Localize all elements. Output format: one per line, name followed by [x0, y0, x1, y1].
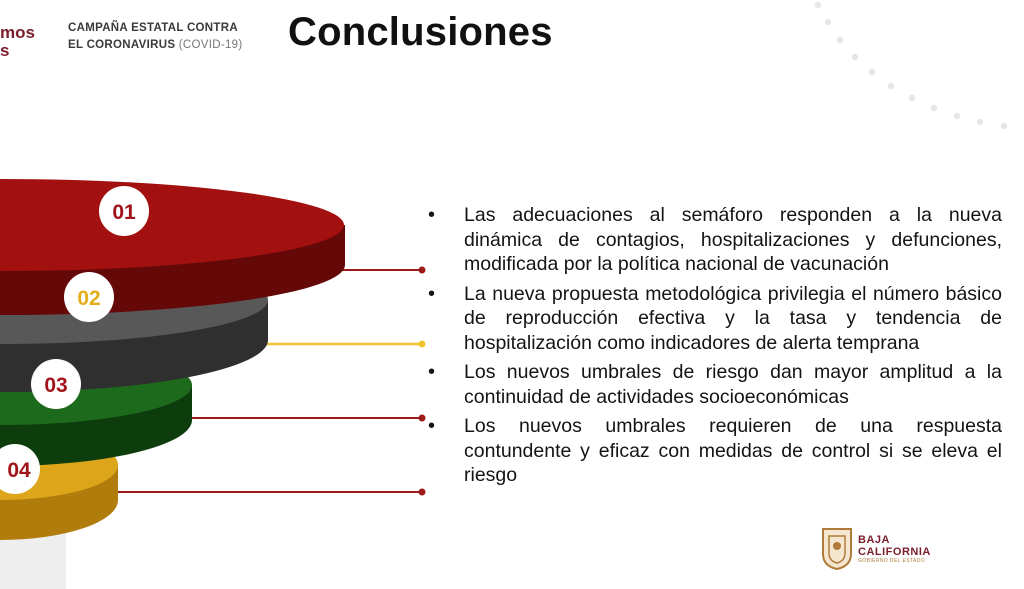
page-title: Conclusiones — [288, 10, 553, 54]
campaign-line2-light: (COVID-19) — [178, 39, 243, 51]
connector-dot-03 — [419, 415, 426, 422]
step-01-badge — [99, 186, 149, 236]
list-item: • Los nuevos umbrales de riesgo dan mayor amplitud a la continuidad de actividades socioeconómicas — [428, 360, 1002, 409]
dotted-arc-decoration — [800, 0, 1024, 140]
connector-dot-01 — [419, 267, 426, 274]
step-02-number: 02 — [77, 287, 101, 310]
step-01-number: 01 — [112, 201, 136, 224]
baja-california-wordmark — [858, 534, 931, 558]
funnel-diagram — [0, 0, 440, 589]
wordmark-line1: BAJA — [858, 534, 890, 546]
wordmark-line2: CALIFORNIA — [858, 546, 931, 558]
step-03-number: 03 — [44, 374, 68, 397]
logo-fragment-line1: mos — [0, 23, 35, 42]
list-item: • La nueva propuesta metodológica privilegia el número básico de reproducción efectiva y la tasa y tendencia de hospitalización como indicadores de alerta temprana — [428, 282, 1002, 356]
step-01-cylinder — [0, 179, 345, 315]
logo-fragment-line2: s — [0, 41, 10, 60]
step-02-badge — [64, 272, 114, 322]
wordmark-subline: GOBIERNO DEL ESTADO — [858, 558, 926, 564]
campaign-line2-bold: EL CORONAVIRUS — [68, 39, 176, 51]
list-item: • Las adecuaciones al semáforo responden a la nueva dinámica de contagios, hospitalizaciones y defunciones, modificada por la política nacional de vacunación — [428, 203, 1002, 277]
campaign-line1: CAMPAÑA ESTATAL CONTRA — [68, 22, 238, 34]
connector-dot-04 — [419, 489, 426, 496]
baja-california-seal-icon — [820, 526, 854, 570]
step-03-badge — [31, 359, 81, 409]
step-04-number: 04 — [7, 459, 31, 482]
list-item: • Los nuevos umbrales requieren de una respuesta contundente y eficaz con medidas de control si se eleva el riesgo — [428, 414, 1002, 488]
connector-dot-02 — [419, 341, 426, 348]
conclusions-list — [428, 203, 1002, 493]
